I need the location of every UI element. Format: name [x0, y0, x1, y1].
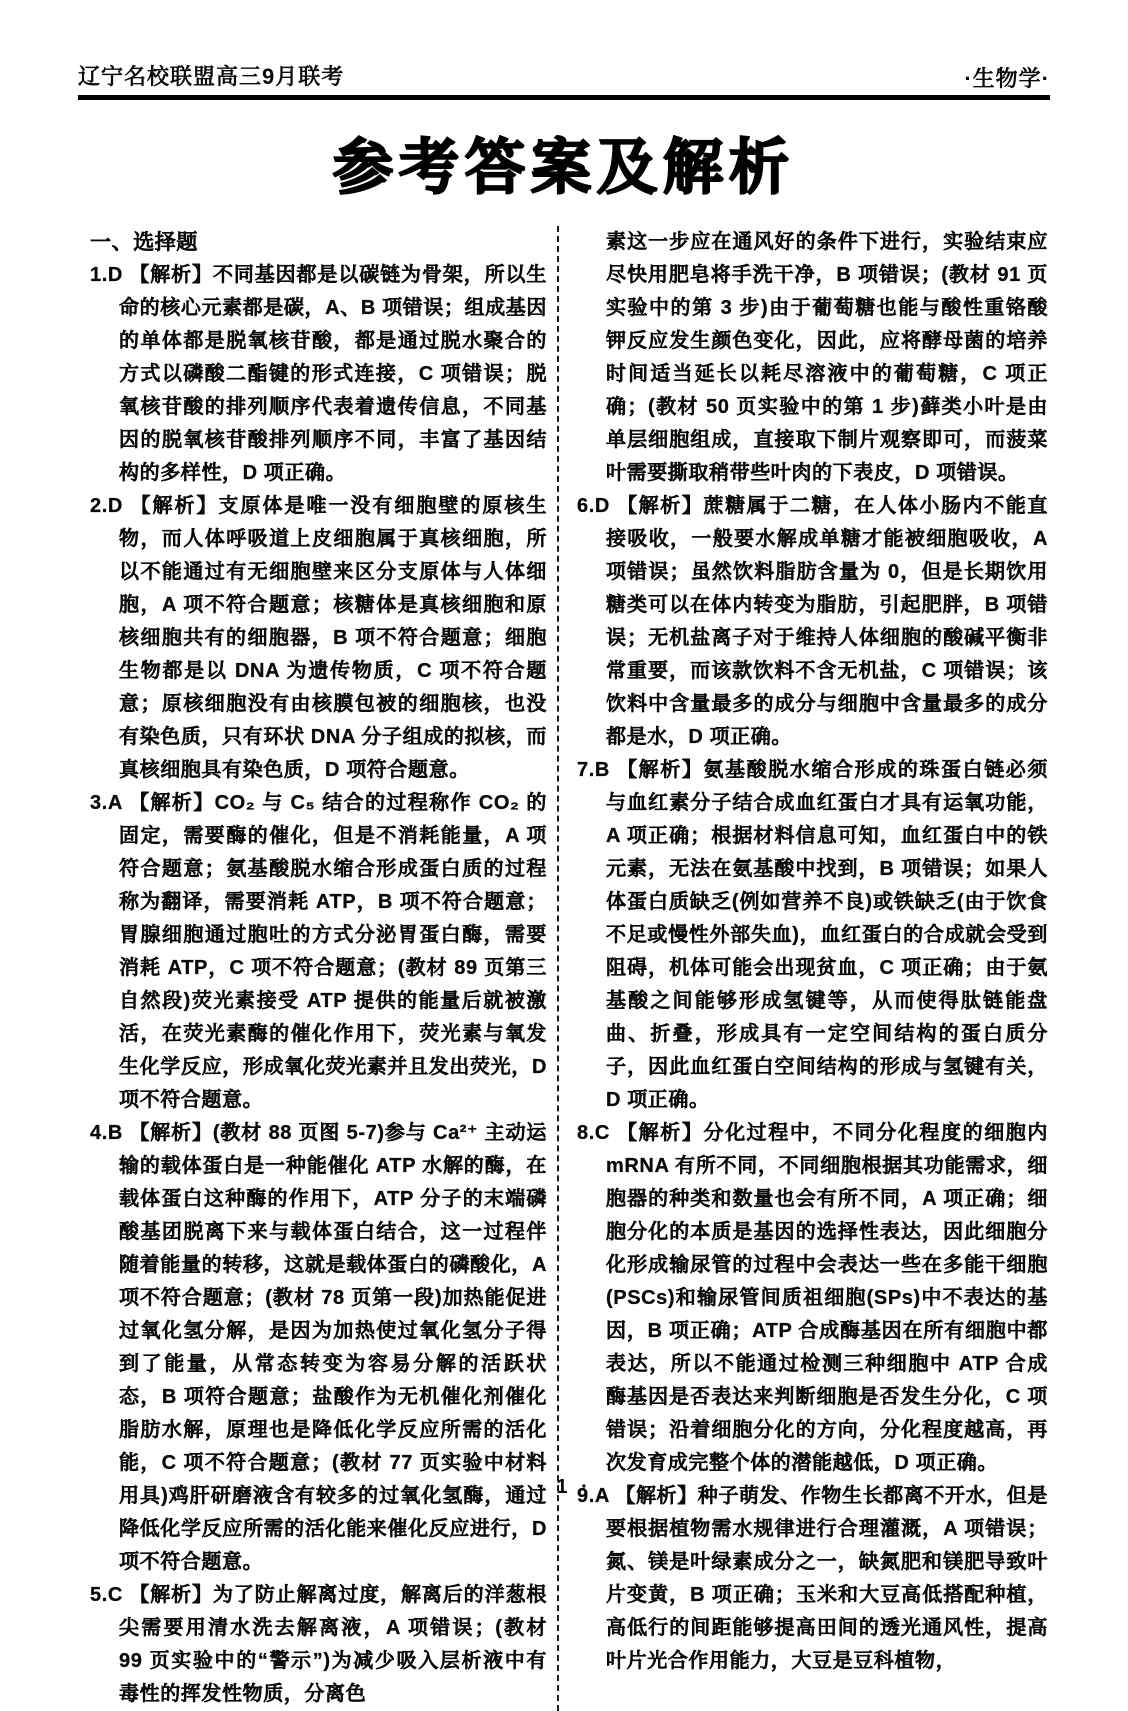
- page-number: · 1 ·: [536, 1476, 592, 1498]
- analysis-tag: 【解析】: [129, 1584, 213, 1606]
- answer-text: 氨基酸脱水缩合形成的珠蛋白链必须与血红素分子结合成血红蛋白才具有运氧功能，A 项正确；根据材料信息可知，血红蛋白中的铁元素，无法在氨基酸中找到，B 项错误；如果人体蛋白质缺乏(例如营养不良)或铁缺乏(由于饮食不足或慢性外部失血)，血红蛋白的合成就会受到阻碍，机体可能会出现贫血，C 项正确；由于氨基酸之间能够形成氢键等，从而使得肽链能盘曲、折叠，形成具有一定空间结构的蛋白质分子，因此血红蛋白空间结构的形成与氢键有关，D 项正确。: [606, 759, 1048, 1111]
- analysis-tag: 【解析】: [617, 759, 704, 781]
- answer-text: 种子萌发、作物生长都离不开水，但是要根据植物需水规律进行合理灌溉，A 项错误；氮、镁是叶绿素成分之一，缺氮肥和镁肥导致叶片变黄，B 项正确；玉米和大豆高低搭配种植，高低行的间距能够提高田间的透光通风性，提高叶片光合作用能力，大豆是豆科植物，: [606, 1485, 1049, 1672]
- answer-item-5: [90, 1579, 547, 1711]
- answer-text: (教材 88 页图 5-7)参与 Ca²⁺ 主动运输的载体蛋白是一种能催化 ATP 水解的酶，在载体蛋白这种酶的作用下，ATP 分子的末端磷酸基团脱离下来与载体蛋白结合，这一过程伴随着能量的转移，这就是载体蛋白的磷酸化，A 项不符合题意；(教材 78 页第一段)加热能促进过氧化氢分解，是因为加热使过氧化氢分子得到了能量，从常态转变为容易分解的活跃状态，B 项符合题意；盐酸作为无机催化剂催化脂肪水解，原理也是降低化学反应所需的活化能，C 项不符合题意；(教材 77 页实验中材料用具)鸡肝研磨液含有较多的过氧化氢酶，通过降低化学反应所需的活化能来催化反应进行，D 项不符合题意。: [119, 1122, 547, 1573]
- answer-text: 蔗糖属于二糖，在人体小肠内不能直接吸收，一般要水解成单糖才能被细胞吸收，A 项错误；虽然饮料脂肪含量为 0，但是长期饮用糖类可以在体内转变为脂肪，引起肥胖，B 项错误；无机盐离子对于维持人体细胞的酸碱平衡非常重要，而该款饮料不含无机盐，C 项错误；该饮料中含量最多的成分与细胞中含量最多的成分都是水，D 项正确。: [606, 495, 1048, 748]
- answer-item-3: [90, 787, 547, 1117]
- answer-number: 1.D: [90, 264, 130, 286]
- answer-number: 5.C: [90, 1584, 130, 1606]
- analysis-tag: 【解析】: [129, 792, 215, 814]
- page-title: 参考答案及解析: [333, 134, 795, 201]
- page-header: [78, 60, 1050, 97]
- answer-number: 8.C: [577, 1122, 618, 1144]
- answer-item-4: [90, 1117, 547, 1579]
- answer-number: 9.A: [577, 1485, 616, 1507]
- analysis-tag: 【解析】: [129, 264, 213, 286]
- answer-text: 为了防止解离过度，解离后的洋葱根尖需要用清水洗去解离液，A 项错误；(教材 99 页实验中的“警示”)为减少吸入层析液中有毒性的挥发性物质，分离色: [119, 1584, 547, 1705]
- analysis-tag: 【解析】: [617, 1122, 704, 1144]
- section-heading: 一、选择题: [90, 231, 198, 254]
- answer-number: 4.B: [90, 1122, 130, 1144]
- answer-number: 2.D: [90, 495, 131, 517]
- answer-number: 3.A: [90, 792, 130, 814]
- analysis-tag: 【解析】: [129, 1122, 213, 1144]
- analysis-tag: 【解析】: [617, 495, 704, 517]
- analysis-tag: 【解析】: [615, 1485, 698, 1507]
- answer-continuation: 素这一步应在通风好的条件下进行，实验结束应尽快用肥皂将手洗干净，B 项错误；(教材 91 页实验中的第 3 步)由于葡萄糖也能与酸性重铬酸钾反应发生颜色变化，因此，应将酵母菌的培养时间适当延长以耗尽溶液中的葡萄糖，C 项正确；(教材 50 页实验中的第 1 步)藓类小叶是由单层细胞组成，直接取下制片观察即可，而菠菜叶需要撕取稍带些叶肉的下表皮，D 项错误。: [606, 231, 1048, 484]
- subject-label: ·生物学·: [964, 66, 1050, 91]
- answer-item-7: [577, 754, 1048, 1117]
- answer-number: 6.D: [577, 495, 618, 517]
- answer-item-6: [577, 490, 1048, 754]
- header-rule: [78, 95, 1050, 100]
- analysis-tag: 【解析】: [130, 495, 219, 517]
- answer-text: 分化过程中，不同分化程度的细胞内 mRNA 有所不同，不同细胞根据其功能需求，细胞器的种类和数量也会有所不同，A 项正确；细胞分化的本质是基因的选择性表达，因此细胞分化形成输尿管的过程中会表达一些在多能干细胞(PSCs)和输尿管间质祖细胞(SPs)中不表达的基因，B 项正确；ATP 合成酶基因在所有细胞中都表达，所以不能通过检测三种细胞中 ATP 合成酶基因是否表达来判断细胞是否发生分化，C 项错误；沿着细胞分化的方向，分化程度越高，再次发育成完整个体的潜能越低，D 项正确。: [606, 1122, 1048, 1474]
- answer-item-2: [90, 490, 547, 787]
- answer-item-9: [577, 1480, 1048, 1678]
- answer-text: CO₂ 与 C₅ 结合的过程称作 CO₂ 的固定，需要酶的催化，但是不消耗能量，A 项符合题意；氨基酸脱水缩合形成蛋白质的过程称为翻译，需要消耗 ATP，B 项不符合题意；胃腺细胞通过胞吐的方式分泌胃蛋白酶，需要消耗 ATP，C 项不符合题意；(教材 89 页第三自然段)荧光素接受 ATP 提供的能量后就被激活，在荧光素酶的催化作用下，荧光素与氧发生化学反应，形成氧化荧光素并且发出荧光，D 项不符合题意。: [119, 792, 547, 1111]
- answer-item-8: [577, 1117, 1048, 1480]
- answer-text: 支原体是唯一没有细胞壁的原核生物，而人体呼吸道上皮细胞属于真核细胞，所以不能通过有无细胞壁来区分支原体与人体细胞，A 项不符合题意；核糖体是真核细胞和原核细胞共有的细胞器，B 项不符合题意；细胞生物都是以 DNA 为遗传物质，C 项不符合题意；原核细胞没有由核膜包被的细胞核，也没有染色质，只有环状 DNA 分子组成的拟核，而真核细胞具有染色质，D 项符合题意。: [119, 495, 547, 781]
- answer-text: 不同基因都是以碳链为骨架，所以生命的核心元素都是碳，A、B 项错误；组成基因的单体都是脱氧核苷酸，都是通过脱水聚合的方式以磷酸二酯键的形式连接，C 项错误；脱氧核苷酸的排列顺序代表着遗传信息，不同基因的脱氧核苷酸排列顺序不同，丰富了基因结构的多样性，D 项正确。: [119, 264, 547, 484]
- exam-name: 辽宁名校联盟高三9月联考: [78, 60, 344, 97]
- answer-number: 7.B: [577, 759, 618, 781]
- answer-item-1: [90, 259, 547, 490]
